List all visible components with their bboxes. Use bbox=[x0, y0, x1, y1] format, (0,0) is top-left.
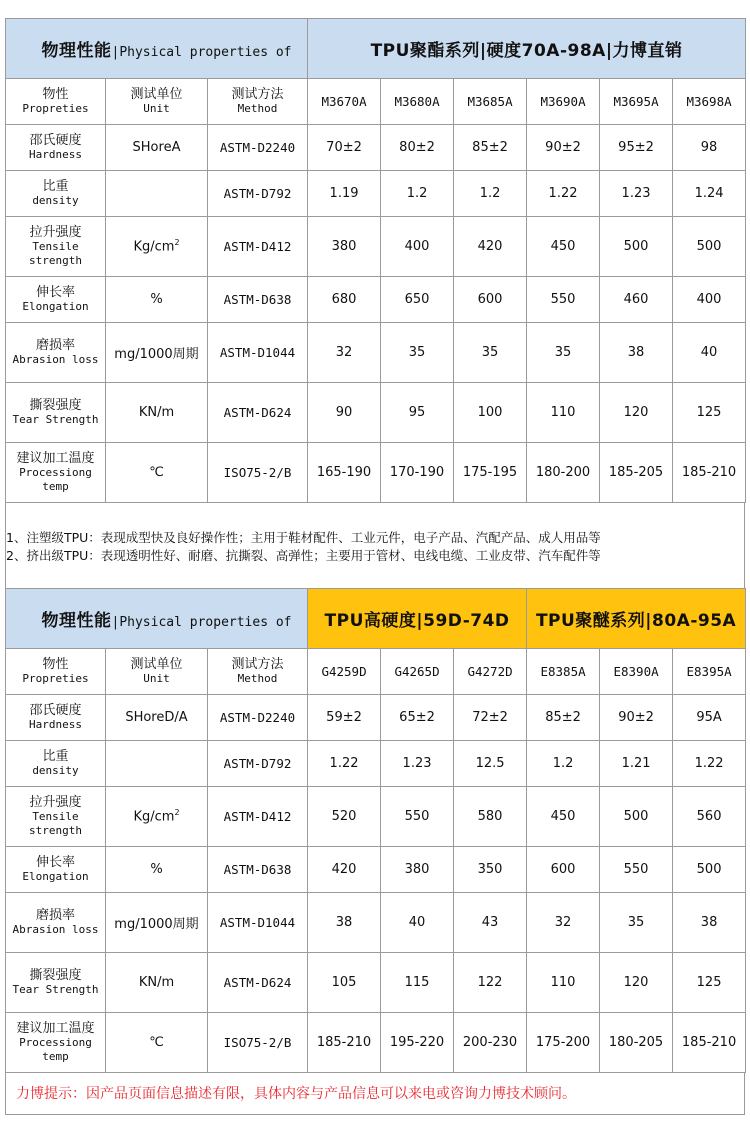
method-cell: ASTM-D624 bbox=[208, 953, 308, 1013]
value-cell: 420 bbox=[454, 217, 527, 277]
unit-cell: $Kg/cm^2$ bbox=[106, 787, 208, 847]
unit-superscript: 2 bbox=[174, 238, 180, 248]
value-cell: 90±2 bbox=[600, 695, 673, 741]
table-row bbox=[6, 847, 746, 893]
col-header-property: 物性 Propreties bbox=[6, 649, 106, 695]
property-cell: 邵氏硬度 Hardness bbox=[6, 125, 106, 171]
value-cell: 560 bbox=[673, 787, 746, 847]
properties-table-high-hardness-polyether bbox=[5, 588, 746, 1073]
column-header-row bbox=[6, 649, 746, 695]
value-cell: 125 bbox=[673, 953, 746, 1013]
method-cell: ISO75-2/B bbox=[208, 1013, 308, 1073]
unit-cell: % bbox=[106, 847, 208, 893]
value-cell: 105 bbox=[308, 953, 381, 1013]
value-cell: 40 bbox=[673, 323, 746, 383]
method-cell: ASTM-D2240 bbox=[208, 125, 308, 171]
header-en: |Physical properties of bbox=[111, 45, 292, 60]
value-cell: 680 bbox=[308, 277, 381, 323]
table-row bbox=[6, 787, 746, 847]
value-cell: 110 bbox=[527, 383, 600, 443]
value-cell: 195-220 bbox=[381, 1013, 454, 1073]
value-cell: 120 bbox=[600, 953, 673, 1013]
value-cell: 110 bbox=[527, 953, 600, 1013]
value-cell: 400 bbox=[381, 217, 454, 277]
properties-table-polyester bbox=[5, 18, 746, 503]
value-cell: 115 bbox=[381, 953, 454, 1013]
value-cell: 650 bbox=[381, 277, 454, 323]
value-cell: 95A bbox=[673, 695, 746, 741]
property-cell: 伸长率 Elongation bbox=[6, 277, 106, 323]
unit-cell: KN/m bbox=[106, 383, 208, 443]
unit-cell: mg/1000周期 bbox=[106, 323, 208, 383]
value-cell: 520 bbox=[308, 787, 381, 847]
value-cell: 600 bbox=[454, 277, 527, 323]
property-cell: 拉升强度 Tensile strength bbox=[6, 217, 106, 277]
col-header-method: 测试方法 Method bbox=[208, 79, 308, 125]
header-zh: 物理性能 bbox=[41, 611, 112, 631]
table-row bbox=[6, 443, 746, 503]
col-header-property: 物性 Propreties bbox=[6, 79, 106, 125]
table-row bbox=[6, 171, 746, 217]
value-cell: 420 bbox=[308, 847, 381, 893]
value-cell: 65±2 bbox=[381, 695, 454, 741]
value-cell: 38 bbox=[673, 893, 746, 953]
unit-cell: SHoreD/A bbox=[106, 695, 208, 741]
table-row bbox=[6, 695, 746, 741]
method-cell: ASTM-D792 bbox=[208, 741, 308, 787]
table-row bbox=[6, 383, 746, 443]
unit-cell: mg/1000周期 bbox=[106, 893, 208, 953]
value-cell: 1.2 bbox=[454, 171, 527, 217]
model-header: E8390A bbox=[600, 649, 673, 695]
value-cell: 98 bbox=[673, 125, 746, 171]
table-header-physical-properties bbox=[6, 589, 308, 649]
value-cell: 500 bbox=[673, 217, 746, 277]
value-cell: 90±2 bbox=[527, 125, 600, 171]
value-cell: 175-200 bbox=[527, 1013, 600, 1073]
value-cell: 40 bbox=[381, 893, 454, 953]
value-cell: 180-200 bbox=[527, 443, 600, 503]
value-cell: 125 bbox=[673, 383, 746, 443]
value-cell: 550 bbox=[527, 277, 600, 323]
value-cell: 95 bbox=[381, 383, 454, 443]
value-cell: 380 bbox=[381, 847, 454, 893]
table-row bbox=[6, 323, 746, 383]
table-row bbox=[6, 893, 746, 953]
value-cell: 1.2 bbox=[527, 741, 600, 787]
property-cell: 磨损率 Abrasion loss bbox=[6, 893, 106, 953]
method-cell: ASTM-D638 bbox=[208, 277, 308, 323]
value-cell: 80±2 bbox=[381, 125, 454, 171]
libo-tip: 力博提示：因产品页面信息描述有限，具体内容与产品信息可以来电或咨询力博技术顾问。 bbox=[5, 1073, 745, 1115]
property-cell: 邵氏硬度 Hardness bbox=[6, 695, 106, 741]
property-cell: 建议加工温度 Processiong temp bbox=[6, 443, 106, 503]
model-header: M3670A bbox=[308, 79, 381, 125]
value-cell: 1.23 bbox=[600, 171, 673, 217]
method-cell: ASTM-D624 bbox=[208, 383, 308, 443]
method-cell: ASTM-D412 bbox=[208, 217, 308, 277]
value-cell: 35 bbox=[381, 323, 454, 383]
table-title-polyether: TPU聚醚系列|80A-95A bbox=[527, 589, 746, 649]
table-row bbox=[6, 125, 746, 171]
value-cell: 185-210 bbox=[673, 1013, 746, 1073]
value-cell: 185-210 bbox=[308, 1013, 381, 1073]
value-cell: 165-190 bbox=[308, 443, 381, 503]
note-injection: 1、注塑级TPU：表现成型快及良好操作性；主用于鞋材配件、工业元件，电子产品、汽配产品、成人用品等 bbox=[6, 530, 601, 545]
value-cell: 580 bbox=[454, 787, 527, 847]
value-cell: 1.23 bbox=[381, 741, 454, 787]
value-cell: 500 bbox=[673, 847, 746, 893]
method-cell: ASTM-D1044 bbox=[208, 893, 308, 953]
value-cell: 1.2 bbox=[381, 171, 454, 217]
property-cell: 磨损率 Abrasion loss bbox=[6, 323, 106, 383]
value-cell: 35 bbox=[527, 323, 600, 383]
value-cell: 1.22 bbox=[527, 171, 600, 217]
value-cell: 1.19 bbox=[308, 171, 381, 217]
value-cell: 90 bbox=[308, 383, 381, 443]
value-cell: 1.21 bbox=[600, 741, 673, 787]
value-cell: 32 bbox=[527, 893, 600, 953]
value-cell: 450 bbox=[527, 787, 600, 847]
unit-cell bbox=[106, 171, 208, 217]
value-cell: 380 bbox=[308, 217, 381, 277]
value-cell: 500 bbox=[600, 787, 673, 847]
table-row bbox=[6, 1013, 746, 1073]
unit-superscript: 2 bbox=[174, 808, 180, 818]
value-cell: 180-205 bbox=[600, 1013, 673, 1073]
property-cell: 撕裂强度 Tear Strength bbox=[6, 953, 106, 1013]
value-cell: 1.24 bbox=[673, 171, 746, 217]
value-cell: 500 bbox=[600, 217, 673, 277]
property-cell: 比重 density bbox=[6, 171, 106, 217]
method-cell: ASTM-D1044 bbox=[208, 323, 308, 383]
model-header: G4259D bbox=[308, 649, 381, 695]
property-cell: 建议加工温度 Processiong temp bbox=[6, 1013, 106, 1073]
usage-notes bbox=[5, 503, 745, 588]
value-cell: 600 bbox=[527, 847, 600, 893]
value-cell: 85±2 bbox=[527, 695, 600, 741]
value-cell: 38 bbox=[308, 893, 381, 953]
value-cell: 550 bbox=[600, 847, 673, 893]
value-cell: 1.22 bbox=[308, 741, 381, 787]
value-cell: 170-190 bbox=[381, 443, 454, 503]
value-cell: 100 bbox=[454, 383, 527, 443]
model-header: E8385A bbox=[527, 649, 600, 695]
property-cell: 撕裂强度 Tear Strength bbox=[6, 383, 106, 443]
unit-cell: ℃ bbox=[106, 1013, 208, 1073]
model-header: M3695A bbox=[600, 79, 673, 125]
value-cell: 550 bbox=[381, 787, 454, 847]
table-row bbox=[6, 217, 746, 277]
unit-cell: ℃ bbox=[106, 443, 208, 503]
method-cell: ASTM-D638 bbox=[208, 847, 308, 893]
value-cell: 72±2 bbox=[454, 695, 527, 741]
unit-cell: SHoreA bbox=[106, 125, 208, 171]
method-cell: ASTM-D792 bbox=[208, 171, 308, 217]
value-cell: 185-210 bbox=[673, 443, 746, 503]
value-cell: 122 bbox=[454, 953, 527, 1013]
header-en: |Physical properties of bbox=[111, 615, 292, 630]
unit-cell: KN/m bbox=[106, 953, 208, 1013]
column-header-row bbox=[6, 79, 746, 125]
unit-cell: $Kg/cm^2$ bbox=[106, 217, 208, 277]
value-cell: 38 bbox=[600, 323, 673, 383]
value-cell: 70±2 bbox=[308, 125, 381, 171]
value-cell: 43 bbox=[454, 893, 527, 953]
table-header-physical-properties bbox=[6, 19, 308, 79]
value-cell: 460 bbox=[600, 277, 673, 323]
model-header: M3698A bbox=[673, 79, 746, 125]
property-cell: 比重 density bbox=[6, 741, 106, 787]
property-cell: 伸长率 Elongation bbox=[6, 847, 106, 893]
property-cell: 拉升强度 Tensile strength bbox=[6, 787, 106, 847]
col-header-unit: 测试单位 Unit bbox=[106, 649, 208, 695]
value-cell: 175-195 bbox=[454, 443, 527, 503]
model-header: E8395A bbox=[673, 649, 746, 695]
value-cell: 1.22 bbox=[673, 741, 746, 787]
value-cell: 400 bbox=[673, 277, 746, 323]
method-cell: ASTM-D2240 bbox=[208, 695, 308, 741]
table-title-high-hardness: TPU高硬度|59D-74D bbox=[308, 589, 527, 649]
col-header-unit: 测试单位 Unit bbox=[106, 79, 208, 125]
value-cell: 59±2 bbox=[308, 695, 381, 741]
model-header: M3685A bbox=[454, 79, 527, 125]
unit-cell bbox=[106, 741, 208, 787]
value-cell: 200-230 bbox=[454, 1013, 527, 1073]
method-cell: ASTM-D412 bbox=[208, 787, 308, 847]
value-cell: 32 bbox=[308, 323, 381, 383]
header-zh: 物理性能 bbox=[41, 41, 112, 61]
value-cell: 185-205 bbox=[600, 443, 673, 503]
model-header: G4272D bbox=[454, 649, 527, 695]
value-cell: 120 bbox=[600, 383, 673, 443]
table-row bbox=[6, 277, 746, 323]
model-header: M3680A bbox=[381, 79, 454, 125]
value-cell: 12.5 bbox=[454, 741, 527, 787]
table-row bbox=[6, 741, 746, 787]
model-header: M3690A bbox=[527, 79, 600, 125]
value-cell: 35 bbox=[454, 323, 527, 383]
note-extrusion: 2、挤出级TPU：表现透明性好、耐磨、抗撕裂、高弹性；主要用于管材、电线电缆、工业皮带、汽车配件等 bbox=[6, 548, 601, 563]
value-cell: 95±2 bbox=[600, 125, 673, 171]
model-header: G4265D bbox=[381, 649, 454, 695]
table-title-polyester: TPU聚酯系列|硬度70A-98A|力博直销 bbox=[308, 19, 746, 79]
method-cell: ISO75-2/B bbox=[208, 443, 308, 503]
table-row bbox=[6, 953, 746, 1013]
value-cell: 35 bbox=[600, 893, 673, 953]
value-cell: 450 bbox=[527, 217, 600, 277]
unit-cell: % bbox=[106, 277, 208, 323]
value-cell: 350 bbox=[454, 847, 527, 893]
col-header-method: 测试方法 Method bbox=[208, 649, 308, 695]
value-cell: 85±2 bbox=[454, 125, 527, 171]
